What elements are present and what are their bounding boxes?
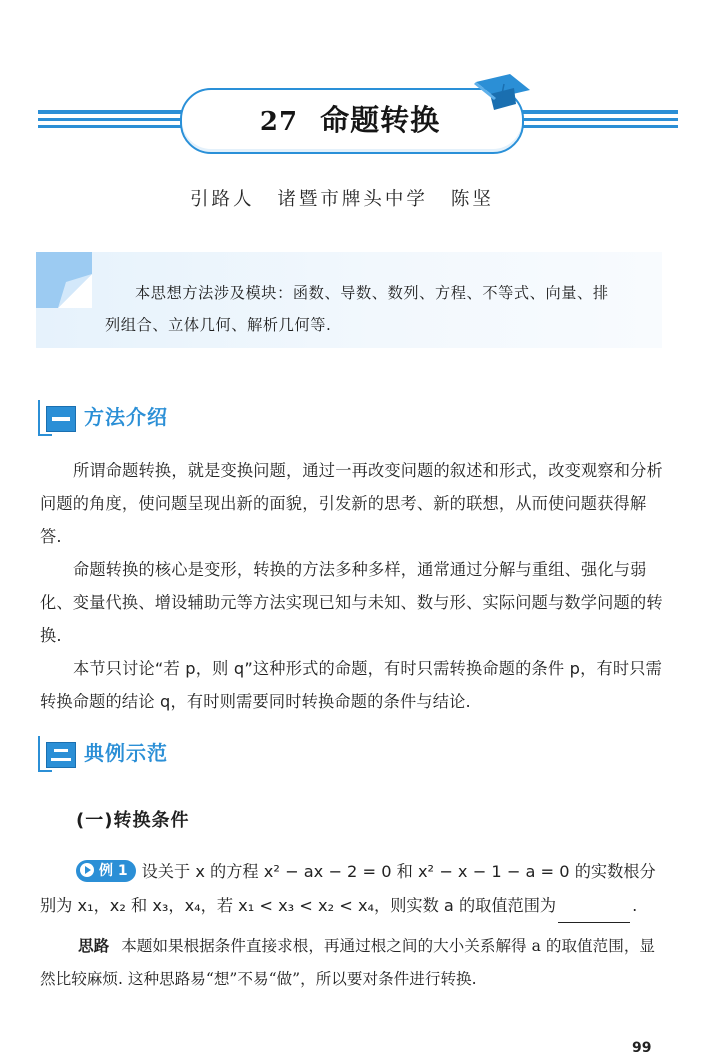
- example-line-2: [40, 889, 670, 923]
- page-corner-icon: [36, 252, 92, 308]
- author-name: 陈坚: [450, 189, 494, 210]
- idea-label: 思路: [78, 937, 110, 955]
- example-1: [40, 855, 670, 923]
- section-header-method: [38, 400, 198, 434]
- page-number: 99: [632, 1040, 652, 1056]
- chapter-number: 27: [259, 107, 299, 137]
- method-paragraph-2: 命题转换的核心是变形，转换的方法多种多样，通常通过分解与重组、强化与弱化、变量代换、增设辅助元等方法实现已知与未知、数与形、实际问题与数学问题的转换.: [40, 560, 663, 645]
- page-title: [180, 101, 520, 139]
- subheading-convert-condition: (一)转换条件: [76, 810, 190, 831]
- section-number-icon: [46, 742, 76, 768]
- example-badge-label: 例 1: [99, 862, 128, 879]
- intro-line-1: 本思想方法涉及模块：函数、导数、数列、方程、不等式、向量、排: [135, 284, 609, 302]
- example-text-1: 设关于 x 的方程 x² − ax − 2 = 0 和 x² − x − 1 − a = 0 的实数根分: [141, 862, 656, 881]
- method-paragraph-1: 所谓命题转换，就是变换问题，通过一再改变问题的叙述和形式，改变观察和分析问题的角度，使问题呈现出新的面貌，引发新的思考、新的联想，从而使问题获得解答.: [40, 461, 663, 546]
- section-number-icon: [46, 406, 76, 432]
- intro-text: [105, 277, 657, 341]
- section-title-method: 方法介绍: [84, 405, 168, 429]
- author-school: 诸暨市牌头中学: [277, 189, 428, 210]
- answer-blank[interactable]: [558, 904, 630, 923]
- chapter-title: 命题转换: [320, 103, 441, 137]
- intro-line-2: 列组合、立体几何、解析几何等.: [105, 316, 332, 334]
- method-paragraph-3: 本节只讨论“若 p，则 q”这种形式的命题，有时只需转换命题的条件 p，有时只需转换命题的结论 q，有时则需要同时转换命题的条件与结论.: [40, 659, 663, 711]
- author-role: 引路人: [190, 189, 255, 210]
- section-header-examples: [38, 736, 198, 770]
- example-end: .: [632, 896, 638, 915]
- method-body: [40, 454, 666, 718]
- idea-paragraph: [40, 930, 666, 996]
- example-line-1: [40, 855, 670, 889]
- author-line: [190, 185, 520, 213]
- play-icon: [80, 863, 94, 877]
- graduation-cap-icon: [470, 70, 534, 114]
- section-title-examples: 典例示范: [84, 741, 168, 765]
- example-text-2: 别为 x₁，x₂ 和 x₃，x₄，若 x₁ < x₃ < x₂ < x₄，则实数 a 的取值范围为: [40, 896, 557, 915]
- example-badge: [76, 860, 136, 882]
- idea-text: 本题如果根据条件直接求根，再通过根之间的大小关系解得 a 的取值范围，显然比较麻烦. 这种思路易“想”不易“做”，所以要对条件进行转换.: [40, 937, 656, 988]
